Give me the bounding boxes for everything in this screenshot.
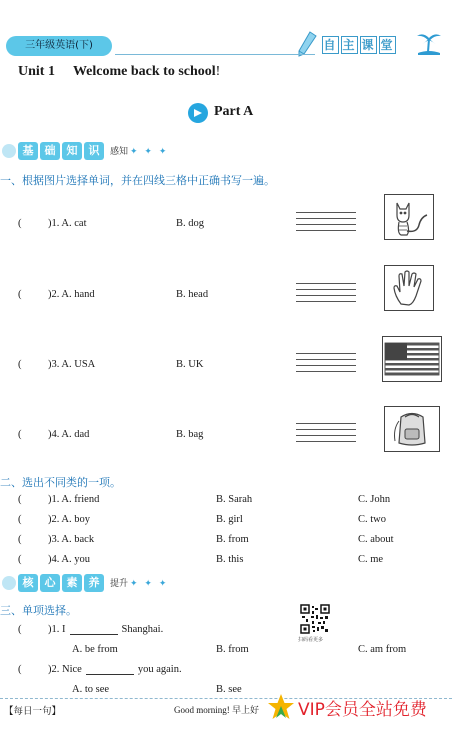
stars-decoration-icon: ✦ ✦ ✦ (130, 147, 169, 157)
section-banner-core (2, 574, 168, 594)
mascot-icon (2, 144, 16, 158)
vip-promo-link[interactable]: VIP会员全站免费 (298, 700, 427, 720)
picture-hand (384, 265, 434, 311)
unit-title (18, 64, 220, 80)
question-option-a: )2. A. boy (48, 514, 90, 525)
question-option-a: )1. A. friend (48, 494, 100, 505)
question-option-b: B. from (216, 644, 249, 655)
brand-char: 主 (342, 38, 357, 52)
question-option-a: )3. A. USA (48, 359, 96, 370)
brand-char: 堂 (380, 38, 395, 52)
answer-blank[interactable] (70, 625, 118, 635)
picture-usa-flag (382, 336, 442, 382)
answer-paren[interactable]: ( (18, 218, 22, 229)
footer-daily-label: 【每日一句】 (4, 706, 62, 717)
writing-lines[interactable] (296, 423, 356, 447)
banner-subtitle: 提升 (110, 579, 129, 589)
question-option-c: C. am from (358, 644, 407, 655)
question-option-b: B. head (176, 289, 209, 300)
stem-before: )2. Nice (48, 664, 82, 675)
answer-paren[interactable]: ( (18, 624, 22, 635)
bag-icon (385, 407, 439, 451)
qr-code-icon[interactable] (300, 604, 330, 634)
star-person-icon (266, 692, 296, 722)
mascot-icon (2, 576, 16, 590)
stem-after: you again. (137, 664, 182, 675)
picture-cat (384, 194, 434, 240)
brand-title (322, 32, 412, 56)
question-option-a: A. be from (72, 644, 118, 655)
banner-chip: 基 (18, 142, 38, 160)
stem-before: )1. I (48, 624, 66, 635)
unit-name: Welcome back to school (72, 64, 216, 79)
banner-subtitle: 感知 (110, 147, 129, 157)
stars-decoration-icon: ✦ ✦ ✦ (130, 579, 169, 589)
question-option-b: B. girl (216, 514, 243, 525)
brand-char: 课 (361, 38, 376, 52)
header-divider (115, 54, 315, 55)
question-option-b: B. bag (176, 429, 204, 440)
usa-flag-icon (383, 337, 441, 381)
palm-tree-icon (414, 30, 444, 58)
picture-bag (384, 406, 440, 452)
banner-chip: 心 (40, 574, 60, 592)
answer-paren[interactable]: ( (18, 664, 22, 675)
banner-chip: 核 (18, 574, 38, 592)
answer-paren[interactable]: ( (18, 554, 22, 565)
question-option-b: B. see (216, 684, 242, 695)
question-option-a: )4. A. you (48, 554, 90, 565)
footer-daily-sentence: Good morning! 早上好 (174, 705, 259, 715)
cat-icon (385, 195, 433, 239)
grade-tag: 三年级英语(下) (6, 36, 112, 56)
question-option-a: A. to see (72, 684, 110, 695)
question-option-b: B. UK (176, 359, 204, 370)
brand-char: 自 (323, 38, 338, 52)
answer-paren[interactable]: ( (18, 289, 22, 300)
question-stem (48, 624, 163, 635)
qr-caption: 扫码看更多 (298, 637, 324, 643)
question-option-a: )1. A. cat (48, 218, 87, 229)
part-badge-icon (188, 103, 208, 123)
question-option-b: B. dog (176, 218, 205, 229)
question-option-b: B. from (216, 534, 249, 545)
section-banner-basic (2, 142, 168, 162)
writing-lines[interactable] (296, 212, 356, 236)
section-3-heading: 三、单项选择。 (0, 604, 77, 617)
banner-chip: 识 (84, 142, 104, 160)
hand-icon (385, 266, 433, 310)
banner-chip: 知 (62, 142, 82, 160)
answer-paren[interactable]: ( (18, 429, 22, 440)
question-stem (48, 664, 182, 675)
section-2-heading: 二、选出不同类的一项。 (0, 476, 121, 489)
question-option-b: B. Sarah (216, 494, 253, 505)
question-option-c: C. about (358, 534, 394, 545)
part-label: Part A (214, 104, 254, 119)
answer-paren[interactable]: ( (18, 359, 22, 370)
writing-lines[interactable] (296, 353, 356, 377)
section-1-heading: 一、根据图片选择单词，并在四线三格中正确书写一遍。 (0, 174, 275, 187)
question-option-a: )2. A. hand (48, 289, 95, 300)
question-option-a: )4. A. dad (48, 429, 90, 440)
answer-paren[interactable]: ( (18, 514, 22, 525)
question-option-c: C. John (358, 494, 391, 505)
stem-after: Shanghai. (121, 624, 164, 635)
question-option-a: )3. A. back (48, 534, 95, 545)
question-option-b: B. this (216, 554, 244, 565)
unit-mark: ! (215, 64, 221, 79)
answer-paren[interactable]: ( (18, 494, 22, 505)
banner-chip: 础 (40, 142, 60, 160)
question-option-c: C. me (358, 554, 384, 565)
unit-label: Unit 1 (18, 64, 55, 79)
banner-chip: 养 (84, 574, 104, 592)
answer-paren[interactable]: ( (18, 534, 22, 545)
question-option-c: C. two (358, 514, 387, 525)
writing-lines[interactable] (296, 283, 356, 307)
answer-blank[interactable] (86, 665, 134, 675)
banner-chip: 素 (62, 574, 82, 592)
